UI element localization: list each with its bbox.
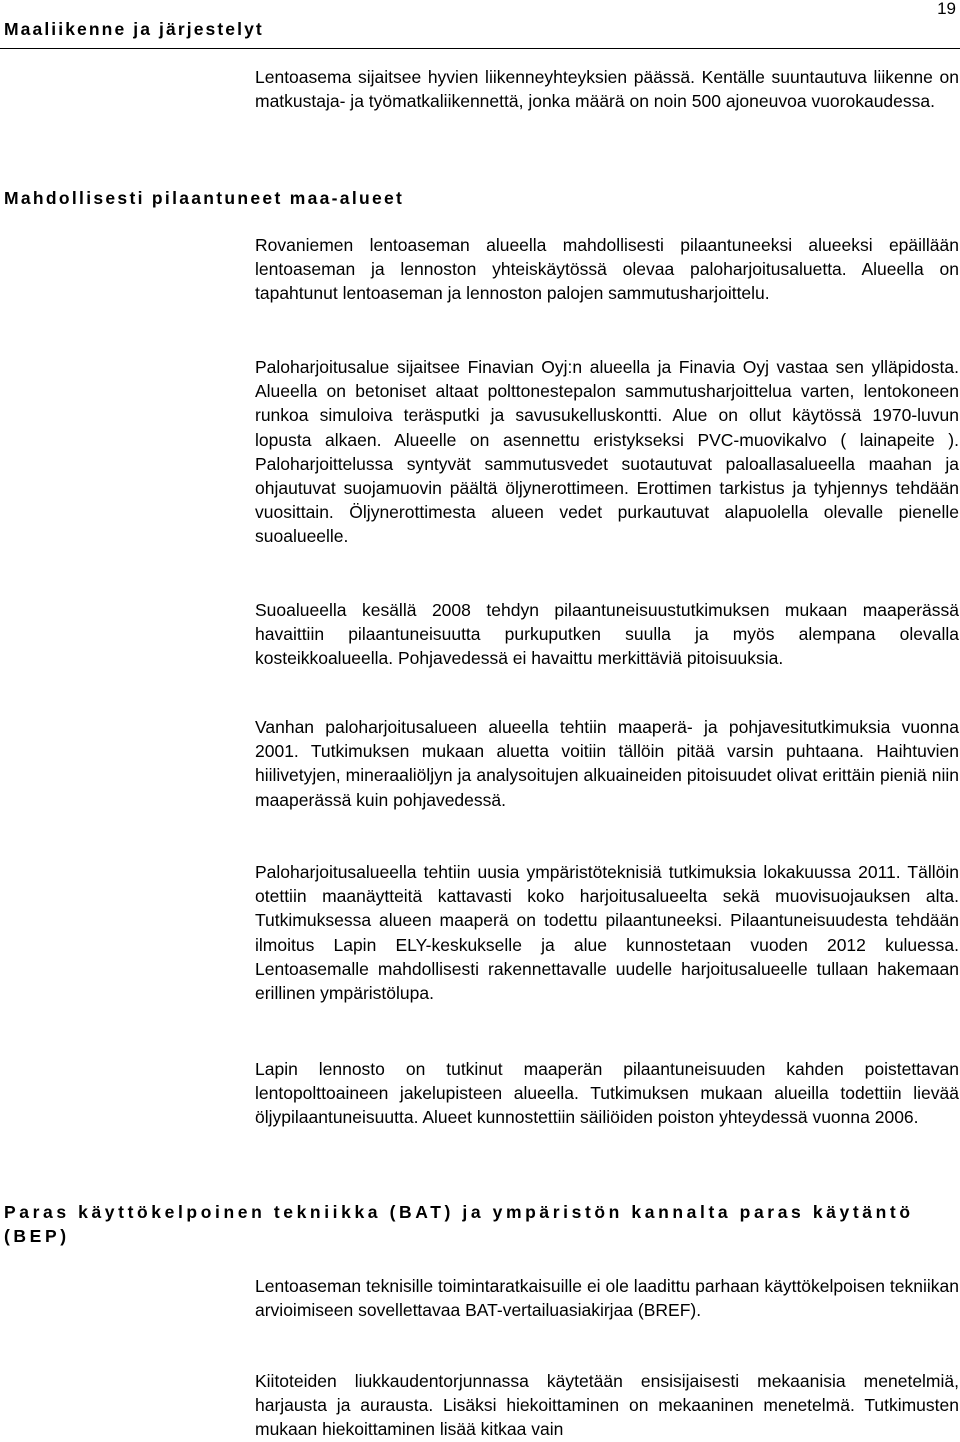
section-heading-bat-bep: Paras käyttökelpoinen tekniikka (BAT) ja ympäristön kannalta paras käytäntö (BEP) (4, 1202, 914, 1246)
page-number: 19 (937, 0, 956, 18)
section-heading-pilaantuneet-alueet: Mahdollisesti pilaantuneet maa-alueet (4, 188, 405, 208)
paragraph-pilaantuneet-2: Paloharjoitusalue sijaitsee Finavian Oyj:n alueella ja Finavia Oyj vastaa sen ylläpidosta. Alueella on betoniset altaat polttonestepalon sammutusharjoittelua varten, lentokoneen runkoa simuloiva teräsputki ja savusukelluskontti. Alue on ollut käytössä 1970-luvun lopusta alkaen. Alueelle on asennettu eristykseksi PVC-muovikalvo ( lainapeite ). Paloharjoittelussa syntyvät sammutusvedet suotautuvat paloallasalueella maahan ja ohjautuvat suojamuovin päältä öljynerottimeen. Erottimen tarkistus ja tyhjennys tehdään vuosittain. Öljynerottimesta alueen vedet purkautuvat alapuolella olevalle pienelle suoalueelle. (255, 357, 959, 547)
paragraph-pilaantuneet-5: Paloharjoitusalueella tehtiin uusia ympäristöteknisiä tutkimuksia lokakuussa 2011. Tällöin otettiin maanäytteitä kattavasti koko harjoitusalueelta sekä muovisuojauksen alta. Tutkimuksessa alueen maaperä on todettu pilaantuneeksi. Pilaantuneisuudesta tehdään ilmoitus Lapin ELY-keskukselle ja alue kunnostetaan vuoden 2012 kuluessa. Lentoasemalle mahdollisesti rakennettavalle uudelle harjoitusalueelle tullaan hakemaan erillinen ympäristölupa. (255, 862, 959, 1004)
paragraph-pilaantuneet-6: Lapin lennosto on tutkinut maaperän pilaantuneisuuden kahden poistettavan lentopolttoaineen jakelupisteen alueella. Tutkimuksen mukaan alueilla todettiin lievää öljypilaantuneisuutta. Alueet kunnostettiin säiliöiden poiston yhteydessä vuonna 2006. (255, 1059, 959, 1128)
header-rule (0, 48, 960, 49)
paragraph-bat-1: Lentoaseman teknisille toimintaratkaisuille ei ole laadittu parhaan käyttökelpoisen tekniikan arvioimiseen sovellettavaa BAT-vertailuasiakirjaa (BREF). (255, 1276, 959, 1321)
paragraph-pilaantuneet-4: Vanhan paloharjoitusalueen alueella tehtiin maaperä- ja pohjavesitutkimuksia vuonna 2001. Tutkimuksen mukaan aluetta voitiin tällöin pitää varsin puhtaana. Haihtuvien hiilivetyjen, mineraaliöljyn ja analysoitujen alkuaineiden pitoisuudet olivat erittäin pieniä niin maaperässä kuin pohjavedessä. (255, 717, 959, 810)
section-heading-maaliikenne: Maaliikenne ja järjestelyt (4, 19, 264, 39)
paragraph-pilaantuneet-1: Rovaniemen lentoaseman alueella mahdollisesti pilaantuneeksi alueeksi epäillään lentoaseman ja lennoston yhteiskäytössä olevaa paloharjoitusaluetta. Alueella on tapahtunut lentoaseman ja lennoston palojen sammutusharjoittelu. (255, 235, 959, 304)
paragraph-bat-2: Kiitoteiden liukkaudentorjunnassa käytetään ensisijaisesti mekaanisia menetelmiä, harjausta ja aurausta. Lisäksi hiekoittaminen on mekaaninen menetelmä. Tutkimusten mukaan hiekoittaminen lisää kitkaa vain (255, 1371, 959, 1440)
paragraph-pilaantuneet-3: Suoalueella kesällä 2008 tehdyn pilaantuneisuustutkimuksen mukaan maaperässä havaittiin pilaantuneisuutta purkuputken suulla ja myös alempana olevalla kosteikkoalueella. Pohjavedessä ei havaittu merkittäviä pitoisuuksia. (255, 600, 959, 669)
paragraph-maaliikenne: Lentoasema sijaitsee hyvien liikenneyhteyksien päässä. Kentälle suuntautuva liikenne on matkustaja- ja työmatkaliikennettä, jonka määrä on noin 500 ajoneuvoa vuorokaudessa. (255, 67, 959, 112)
